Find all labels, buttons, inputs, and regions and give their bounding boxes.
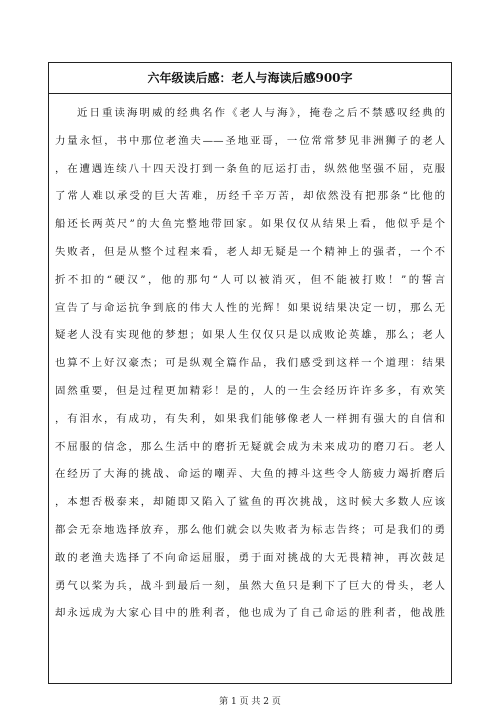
essay-line: 勇气以桨为兵，战斗到最后一刻，虽然大鱼只是剩下了巨大的骨头，老人 xyxy=(55,579,445,592)
essay-line: 宣告了与命运抗争到底的伟大人性的光辉！如果说结果决定一切，那么无 xyxy=(55,301,445,314)
essay-line: 固然重要，但是过程更加精彩！是的，人的一生会经历许许多多，有欢笑 xyxy=(55,384,445,397)
essay-line: 折不扣的“硬汉”，他的那句“人可以被消灭，但不能被打败！”的誓言 xyxy=(55,273,445,286)
essay-body xyxy=(49,94,451,628)
essay-line: ，有泪水，有成功，有失利，如果我们能够像老人一样拥有强大的自信和 xyxy=(55,412,445,425)
essay-line: 敢的老渔夫选择了不向命运屈服，勇于面对挑战的大无畏精神，再次鼓足 xyxy=(55,551,445,564)
page-number: 第 1 页 共 2 页 xyxy=(219,697,281,707)
essay-line: 不屈服的信念，那么生活中的磨折无疑就会成为未来成功的磨刀石。老人 xyxy=(55,440,445,453)
essay-line: 力量永恒，书中那位老渔夫——圣地亚哥，一位常常梦见非洲狮子的老人 xyxy=(55,134,445,147)
document-title: 六年级读后感：老人与海读后感900字 xyxy=(49,63,451,94)
essay-line: ，在遭遇连续八十四天没打到一条鱼的厄运打击，纵然他坚强不屈，克服 xyxy=(55,162,445,175)
essay-line: 近日重读海明威的经典名作《老人与海》，掩卷之后不禁感叹经典的 xyxy=(77,107,445,119)
essay-line: ，本想否极泰来，却随即又陷入了鲨鱼的再次挑战，这时候大多数人应该 xyxy=(55,496,445,509)
essay-line: 也算不上好汉豪杰；可是纵观全篇作品，我们感受到这样一个道理：结果 xyxy=(55,357,445,370)
essay-line: 船还长两英尺”的大鱼完整地带回家。如果仅仅从结果上看，他似乎是个 xyxy=(55,218,445,231)
essay-line: 了常人难以承受的巨大苦难，历经千辛万苦，却依然没有把那条“比他的 xyxy=(55,190,445,203)
essay-line: 却永远成为大家心目中的胜利者，他也成为了自己命运的胜利者，他战胜 xyxy=(55,607,445,620)
essay-line: 都会无奈地选择放弃，那么他们就会以失败者为标志告终；可是我们的勇 xyxy=(55,523,445,536)
essay-line: 在经历了大海的挑战、命运的嘲弄、大鱼的搏斗这些令人筋疲力竭折磨后 xyxy=(55,468,445,481)
essay-line: 疑老人没有实现他的梦想；如果人生仅仅只是以成败论英雄，那么；老人 xyxy=(55,329,445,342)
document-table xyxy=(48,62,452,684)
essay-line: 失败者，但是从整个过程来看，老人却无疑是一个精神上的强者，一个不 xyxy=(55,245,445,258)
